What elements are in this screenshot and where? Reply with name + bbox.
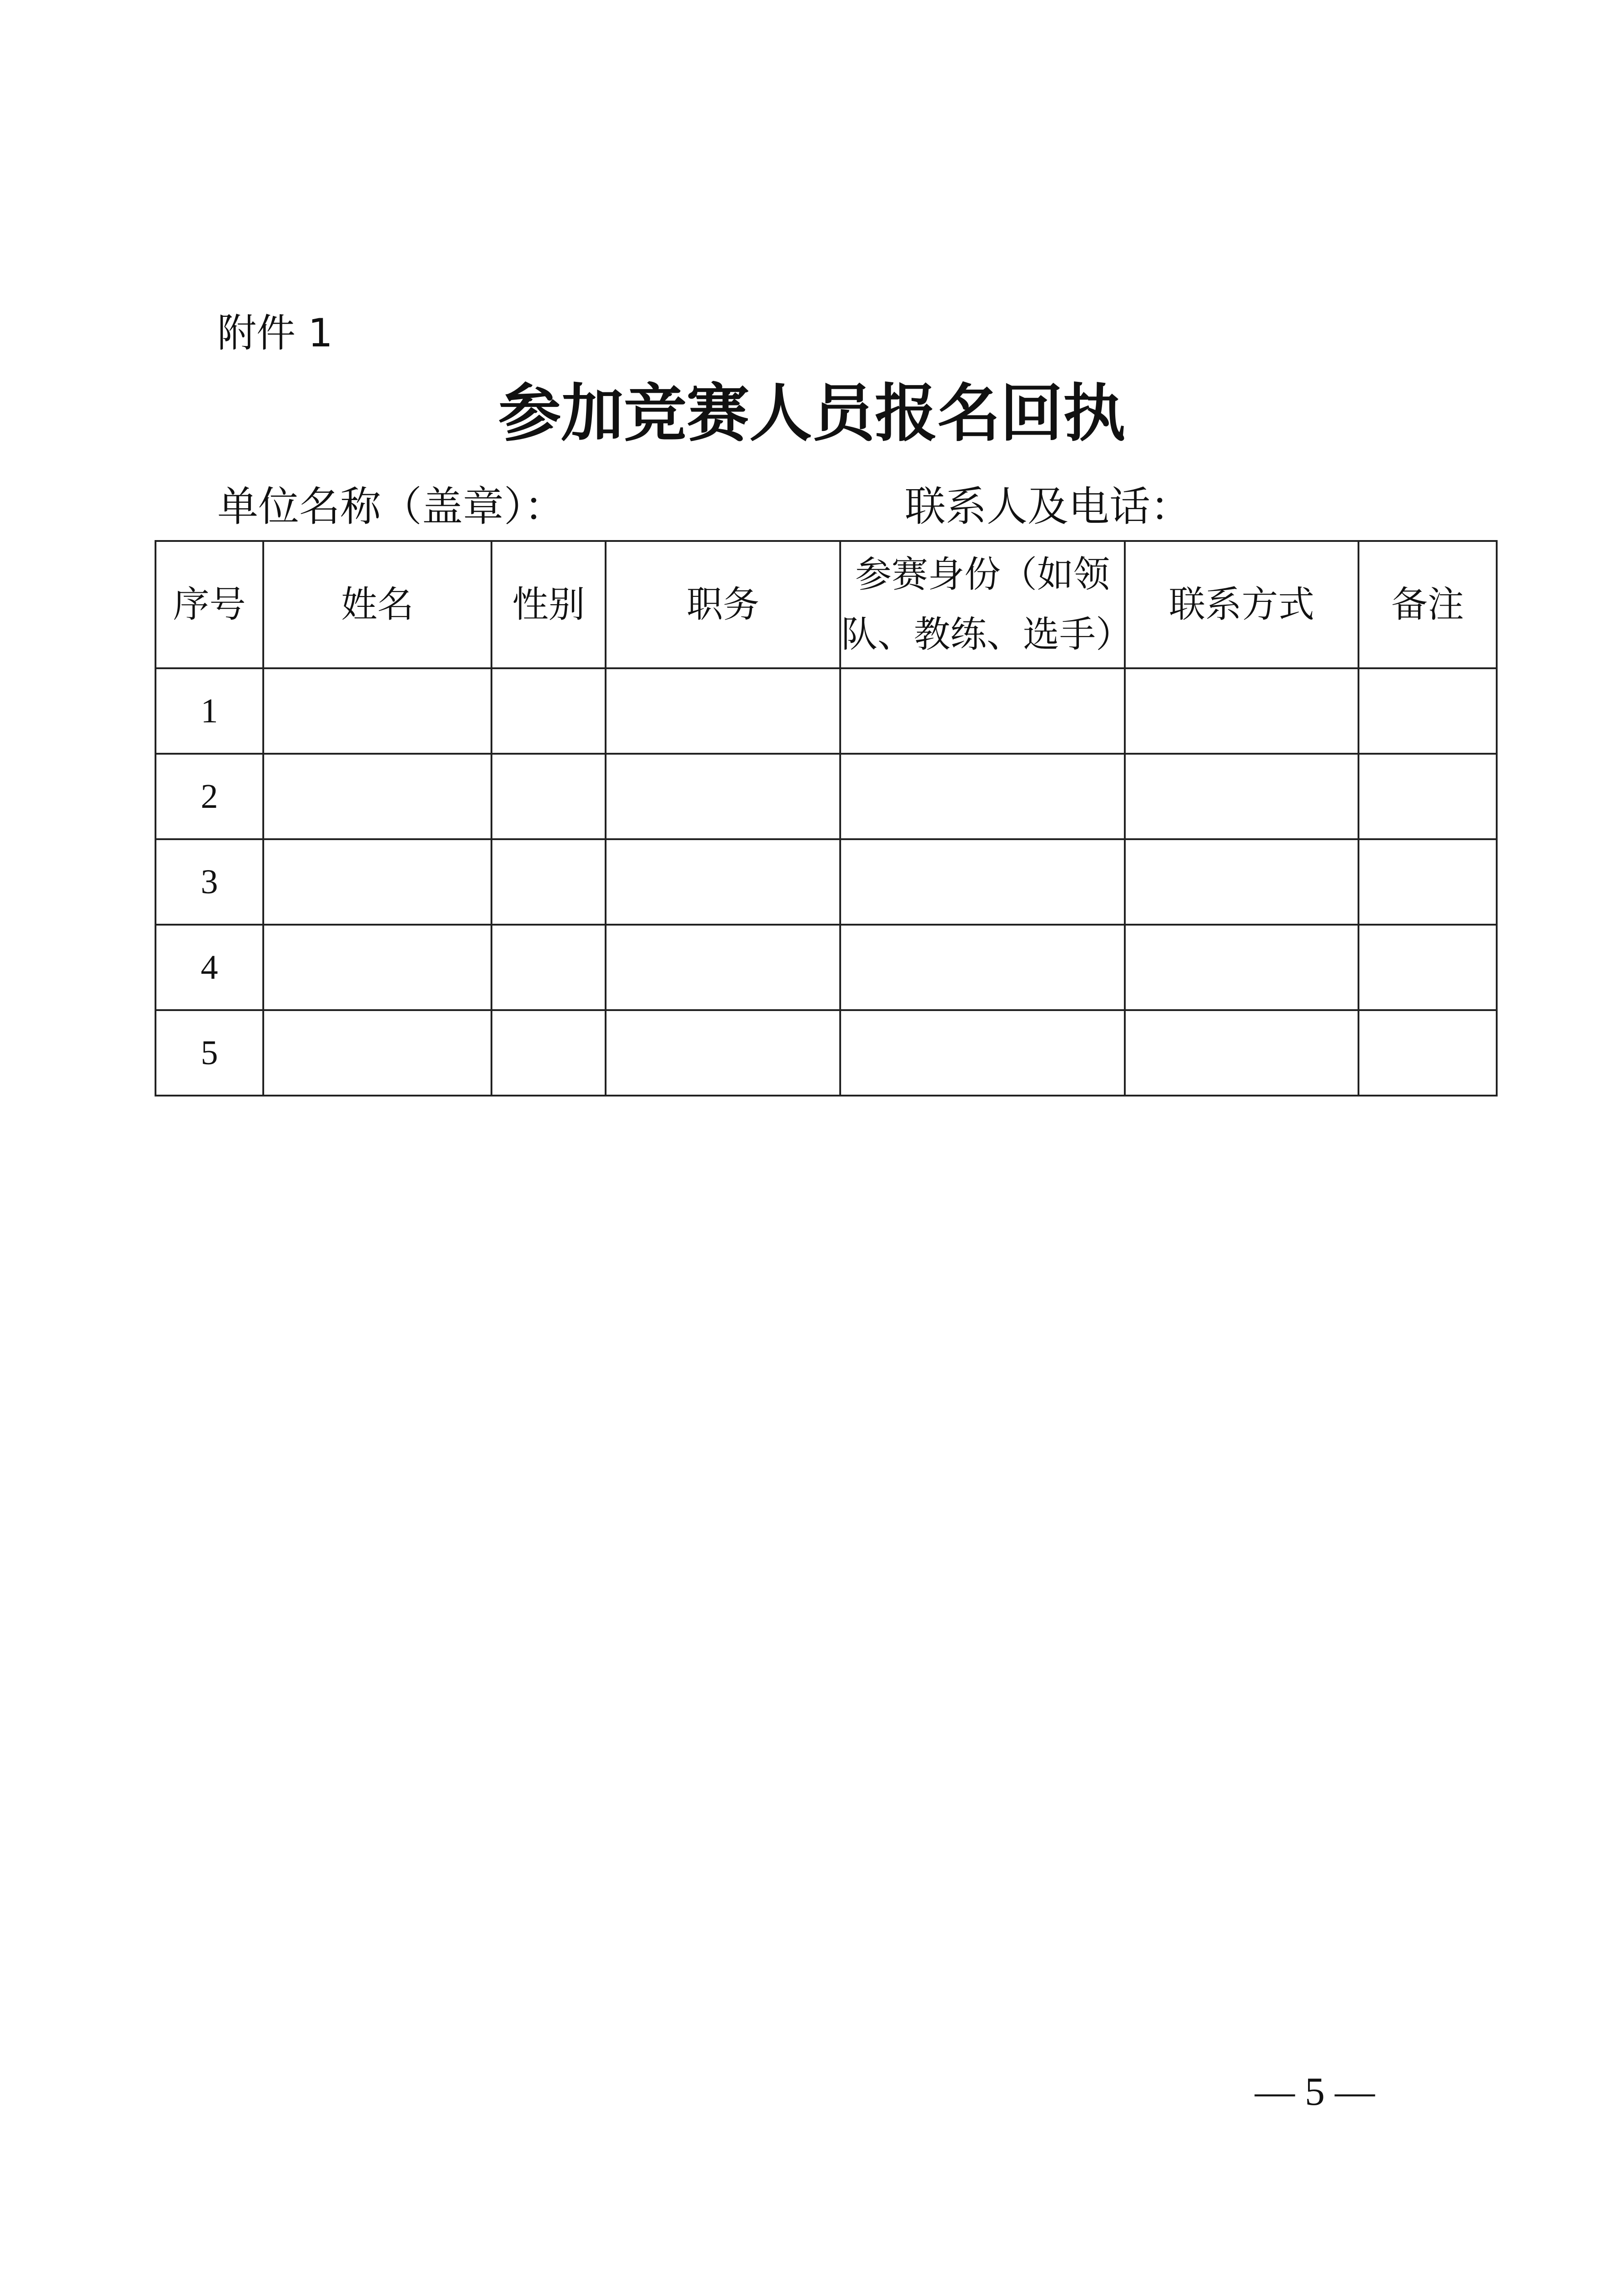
name-cell[interactable] [263, 754, 491, 839]
row-number: 2 [155, 754, 263, 839]
name-cell[interactable] [263, 925, 491, 1010]
contact-cell[interactable] [1125, 925, 1358, 1010]
name-cell[interactable] [263, 668, 491, 754]
identity-cell[interactable] [840, 668, 1125, 754]
identity-cell[interactable] [840, 839, 1125, 925]
row-number: 1 [155, 668, 263, 754]
name-cell[interactable] [263, 1010, 491, 1096]
position-cell[interactable] [606, 668, 840, 754]
remarks-cell[interactable] [1358, 668, 1497, 754]
remarks-cell[interactable] [1358, 1010, 1497, 1096]
header-participant-identity [840, 541, 1132, 668]
table-row [155, 1010, 1497, 1096]
identity-cell[interactable] [840, 754, 1125, 839]
header-gender: 性别 [491, 541, 606, 668]
row-number: 5 [155, 1010, 263, 1096]
gender-cell[interactable] [491, 1010, 606, 1096]
table-row [155, 925, 1497, 1010]
header-name: 姓名 [263, 541, 491, 668]
header-participant-identity-line1: 参赛身份（如领 [855, 553, 1110, 596]
table-row [155, 754, 1497, 839]
contact-cell[interactable] [1125, 839, 1358, 925]
document-title: 参加竞赛人员报名回执 [498, 376, 1126, 450]
attachment-label: 附件 1 [217, 310, 333, 356]
identity-cell[interactable] [840, 1010, 1125, 1096]
header-position: 职务 [606, 541, 840, 668]
header-row [155, 541, 1497, 668]
gender-cell[interactable] [491, 925, 606, 1010]
header-serial-number: 序号 [155, 541, 263, 668]
contact-phone-label: 联系人及电话： [905, 483, 1191, 531]
registration-table [155, 540, 1498, 1096]
row-number: 3 [155, 839, 263, 925]
position-cell[interactable] [606, 839, 840, 925]
name-cell[interactable] [263, 839, 491, 925]
row-number: 4 [155, 925, 263, 1010]
gender-cell[interactable] [491, 668, 606, 754]
unit-name-label: 单位名称（盖章）： [217, 483, 565, 531]
header-contact-method: 联系方式 [1125, 541, 1358, 668]
contact-cell[interactable] [1125, 668, 1358, 754]
table-row [155, 839, 1497, 925]
contact-cell[interactable] [1125, 754, 1358, 839]
table-row [155, 668, 1497, 754]
position-cell[interactable] [606, 1010, 840, 1096]
contact-cell[interactable] [1125, 1010, 1358, 1096]
gender-cell[interactable] [491, 754, 606, 839]
remarks-cell[interactable] [1358, 925, 1497, 1010]
identity-cell[interactable] [840, 925, 1125, 1010]
header-remarks: 备注 [1358, 541, 1497, 668]
position-cell[interactable] [606, 754, 840, 839]
remarks-cell[interactable] [1358, 839, 1497, 925]
header-participant-identity-line2: 队、教练、选手） [841, 613, 1132, 656]
remarks-cell[interactable] [1358, 754, 1497, 839]
gender-cell[interactable] [491, 839, 606, 925]
page-number: — 5 — [1255, 2070, 1375, 2114]
position-cell[interactable] [606, 925, 840, 1010]
